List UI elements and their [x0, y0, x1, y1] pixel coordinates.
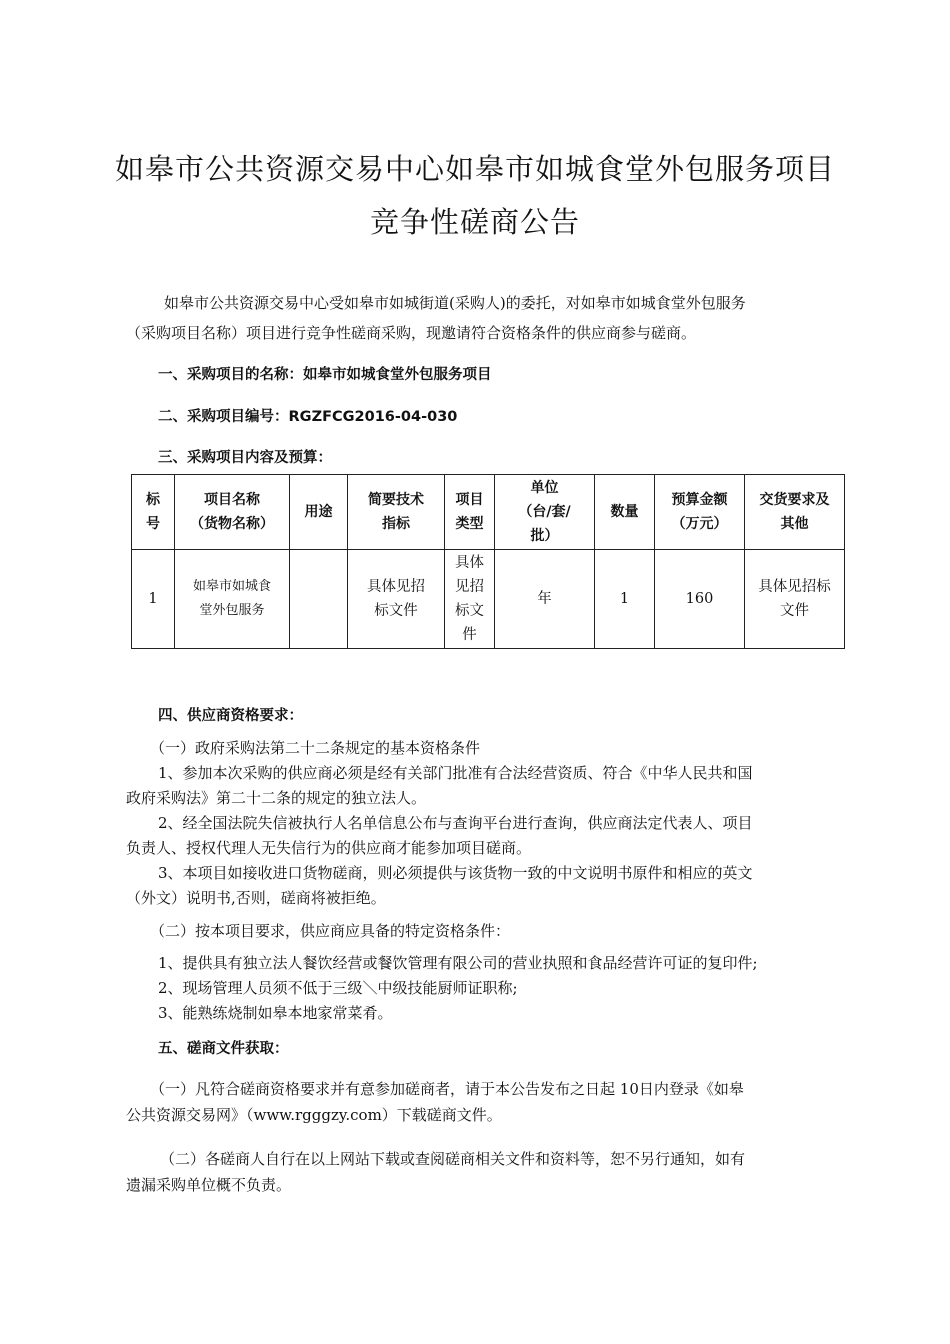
document-title-line1: 如皋市公共资源交易中心如皋市如城食堂外包服务项目 [114, 152, 835, 187]
header-type: 项目 类型 [445, 475, 495, 550]
cell-qty: 1 [595, 550, 655, 649]
intro-line1: 如皋市公共资源交易中心受如皋市如城街道(采购人)的委托，对如皋市如城食堂外包服务 [164, 294, 746, 312]
header-budget: 预算金额 （万元） [655, 475, 745, 550]
section4-sub1: （一）政府采购法第二十二条规定的基本资格条件 [150, 739, 481, 757]
section4-spec1: 1、提供具有独立法人餐饮经营或餐饮管理有限公司的营业执照和食品经营许可证的复印件; [158, 954, 758, 972]
document-title-line2: 竞争性磋商公告 [369, 205, 580, 240]
section4-heading: 四、供应商资格要求： [158, 708, 303, 724]
cell-no: 1 [132, 550, 175, 649]
header-unit: 单位 （台/套/ 批） [495, 475, 595, 550]
cell-spec: 具体见招 标文件 [348, 550, 445, 649]
section4-item3-line1: 3、本项目如接收进口货物磋商，则必须提供与该货物一致的中文说明书原件和相应的英文 [158, 864, 753, 882]
header-no: 标 号 [132, 475, 175, 550]
header-name: 项目名称 （货物名称） [175, 475, 290, 550]
section5-p1-line1: （一）凡符合磋商资格要求并有意参加磋商者，请于本公告发布之日起 10日内登录《如皋 [150, 1080, 744, 1098]
budget-table [131, 474, 845, 649]
section5-heading: 五、磋商文件获取： [158, 1041, 289, 1057]
cell-type: 具体 见招 标文 件 [445, 550, 495, 649]
section2-project-number: 二、采购项目编号：RGZFCG2016-04-030 [158, 409, 458, 425]
header-spec: 简要技术 指标 [348, 475, 445, 550]
table-header-row [132, 475, 845, 550]
section4-item1-line2: 政府采购法》第二十二条的规定的独立法人。 [126, 789, 427, 807]
cell-name: 如皋市如城食 堂外包服务 [175, 550, 290, 649]
section4-spec2: 2、现场管理人员须不低于三级＼中级技能厨师证职称; [158, 979, 518, 997]
section5-p1-line2: 公共资源交易网》（www.rgggzy.com）下载磋商文件。 [126, 1106, 502, 1124]
header-delivery: 交货要求及 其他 [745, 475, 845, 550]
section4-item3-line2: （外文）说明书,否则，磋商将被拒绝。 [126, 889, 386, 907]
intro-line2: （采购项目名称）项目进行竞争性磋商采购，现邀请符合资格条件的供应商参与磋商。 [126, 324, 697, 342]
header-qty: 数量 [595, 475, 655, 550]
section4-sub2: （二）按本项目要求，供应商应具备的特定资格条件： [150, 922, 511, 940]
section4-item2-line1: 2、经全国法院失信被执行人名单信息公布与查询平台进行查询，供应商法定代表人、项目 [158, 814, 753, 832]
section4-item2-line2: 负责人、授权代理人无失信行为的供应商才能参加项目磋商。 [126, 839, 532, 857]
section5-p2-line1: （二）各磋商人自行在以上网站下载或查阅磋商相关文件和资料等，恕不另行通知，如有 [160, 1150, 746, 1168]
section3-heading: 三、采购项目内容及预算： [158, 450, 332, 466]
cell-delivery: 具体见招标 文件 [745, 550, 845, 649]
section4-spec3: 3、能熟练烧制如皋本地家常菜肴。 [158, 1004, 393, 1022]
header-use: 用途 [290, 475, 348, 550]
cell-unit: 年 [495, 550, 595, 649]
table-row [132, 550, 845, 649]
cell-budget: 160 [655, 550, 745, 649]
section4-item1-line1: 1、参加本次采购的供应商必须是经有关部门批准有合法经营资质、符合《中华人民共和国 [158, 764, 753, 782]
section1-project-name: 一、采购项目的名称：如皋市如城食堂外包服务项目 [158, 367, 492, 383]
cell-use [290, 550, 348, 649]
section5-p2-line2: 遗漏采购单位概不负责。 [126, 1176, 292, 1194]
